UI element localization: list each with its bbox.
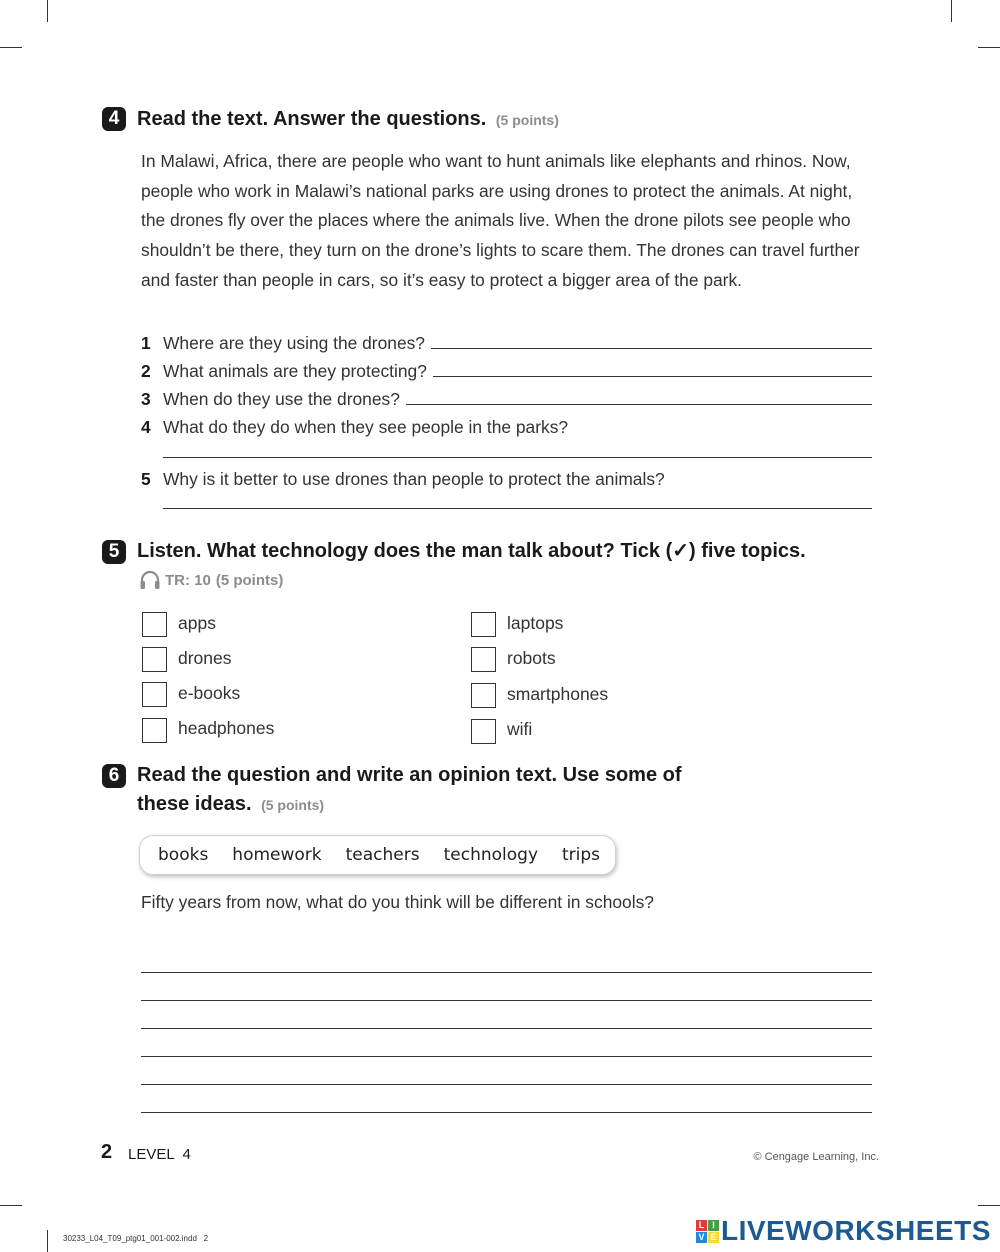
page-number: 2 — [101, 1141, 113, 1163]
audio-track-info — [139, 570, 283, 590]
idea-word: teachers — [345, 845, 420, 865]
question-number: 4 — [141, 417, 151, 437]
writing-prompt: Fifty years from now, what do you think will be different in schools? — [141, 892, 654, 912]
section-6-title-line-2 — [137, 790, 324, 819]
checkbox-headphones[interactable] — [142, 718, 167, 743]
copyright: © Cengage Learning, Inc. — [753, 1151, 879, 1163]
section-4-title — [137, 105, 559, 134]
question-text: When do they use the drones? — [163, 389, 400, 409]
idea-word: trips — [562, 845, 601, 865]
section-4-badge: 4 — [102, 107, 126, 131]
crop-mark — [951, 0, 952, 22]
section-5-title: Listen. What technology does the man talk about? Tick (✓) five topics. — [137, 540, 806, 562]
question-text: What animals are they protecting? — [163, 361, 427, 381]
idea-word: technology — [443, 845, 539, 865]
question-row — [141, 358, 872, 382]
checkbox-e-books[interactable] — [142, 682, 167, 707]
section-5-points: (5 points) — [215, 571, 284, 589]
option-label: smartphones — [507, 684, 609, 704]
crop-mark — [0, 47, 22, 48]
option-label: robots — [507, 648, 556, 668]
option-label: laptops — [507, 613, 564, 633]
writing-line[interactable] — [141, 1056, 872, 1057]
question-text: What do they do when they see people in the parks? — [163, 417, 569, 437]
question-row — [141, 386, 872, 410]
checkbox-smartphones[interactable] — [471, 683, 496, 708]
badge-letter: I — [708, 1220, 719, 1231]
option-label: wifi — [507, 719, 533, 739]
track-number: TR: 10 — [165, 571, 211, 589]
answer-line[interactable] — [163, 457, 872, 458]
question-number: 2 — [141, 361, 151, 381]
checkbox-apps[interactable] — [142, 612, 167, 637]
question-text: Why is it better to use drones than people to protect the animals? — [163, 469, 665, 489]
writing-line[interactable] — [141, 1028, 872, 1029]
question-number: 3 — [141, 389, 151, 409]
answer-line[interactable] — [163, 508, 872, 509]
badge-letter: E — [708, 1232, 719, 1243]
liveworksheets-badge-icon — [696, 1220, 719, 1243]
badge-letter: L — [696, 1220, 707, 1231]
reading-passage: In Malawi, Africa, there are people who want to hunt animals like elephants and rhinos. Now, people who work in Malawi’s national parks are using drones to protect the animals. At night, the drones fly over the places where the animals live. When the drone pilots see people who shouldn’t be there, they turn on the drone’s lights to scare them. The drones can travel further and faster than people in cars, so it’s easy to protect a bigger area of the park. — [141, 151, 860, 290]
question-number: 5 — [141, 469, 151, 489]
crop-mark — [47, 0, 48, 22]
level-label: LEVEL 4 — [128, 1146, 191, 1163]
writing-line[interactable] — [141, 1112, 872, 1113]
writing-line[interactable] — [141, 1084, 872, 1085]
question-number: 1 — [141, 333, 151, 353]
answer-line[interactable] — [431, 348, 872, 349]
option-label: apps — [178, 613, 216, 633]
section-6-badge: 6 — [102, 764, 126, 788]
question-row — [141, 330, 872, 354]
answer-line[interactable] — [406, 404, 872, 405]
question-row — [141, 466, 872, 490]
idea-word: homework — [232, 845, 322, 865]
question-row — [141, 414, 872, 438]
checkbox-laptops[interactable] — [471, 612, 496, 637]
section-6-title-text: these ideas. — [137, 793, 252, 815]
idea-word: books — [158, 845, 209, 865]
checkbox-robots[interactable] — [471, 647, 496, 672]
question-text: Where are they using the drones? — [163, 333, 425, 353]
section-4-title-text: Read the text. Answer the questions. — [137, 108, 487, 130]
headphones-icon — [139, 570, 161, 590]
checkbox-drones[interactable] — [142, 647, 167, 672]
section-6-points: (5 points) — [261, 797, 325, 813]
checkbox-wifi[interactable] — [471, 719, 496, 744]
option-label: drones — [178, 648, 232, 668]
section-4-points: (5 points) — [495, 112, 559, 128]
liveworksheets-logo — [696, 1216, 991, 1246]
liveworksheets-brand: LIVEWORKSHEETS — [721, 1215, 991, 1246]
writing-line[interactable] — [141, 1000, 872, 1001]
crop-mark — [978, 1205, 1000, 1206]
crop-mark — [978, 47, 1000, 48]
option-label: e-books — [178, 683, 241, 703]
badge-letter: V — [696, 1232, 707, 1243]
ideas-word-box — [139, 835, 616, 875]
writing-line[interactable] — [141, 972, 872, 973]
crop-mark — [47, 1230, 48, 1252]
crop-mark — [0, 1205, 22, 1206]
option-label: headphones — [178, 718, 275, 738]
file-slug: 30233_L04_T09_ptg01_001-002.indd 2 — [63, 1234, 209, 1243]
section-5-badge: 5 — [102, 540, 126, 564]
answer-line[interactable] — [433, 376, 872, 377]
section-6-title-line-1: Read the question and write an opinion text. Use some of — [137, 764, 682, 786]
